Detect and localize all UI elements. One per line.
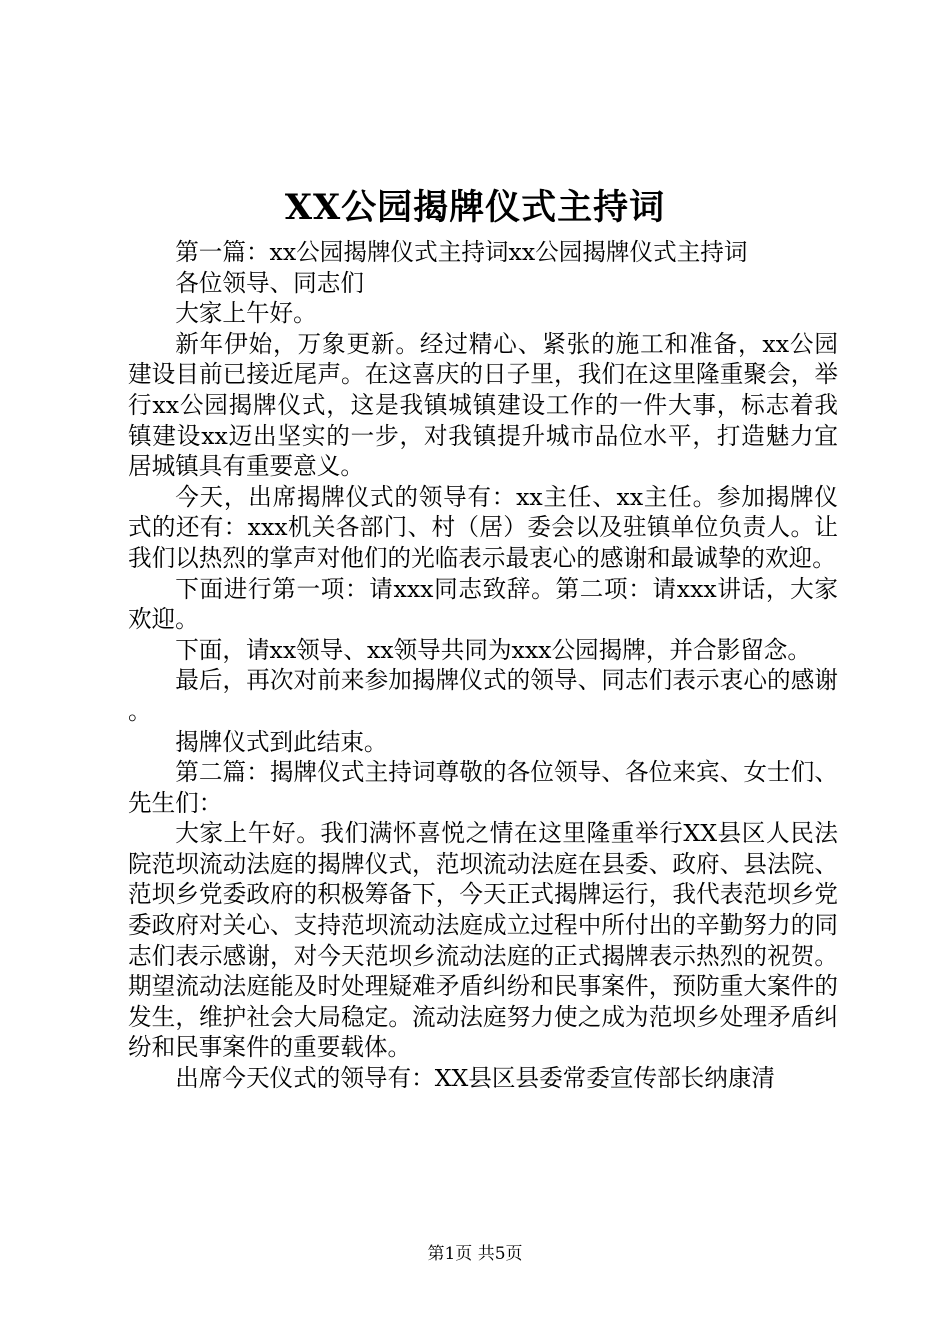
paragraph: 最后，再次对前来参加揭牌仪式的领导、同志们表示衷心的感谢。 — [128, 666, 838, 725]
paragraph: 各位领导、同志们 — [175, 268, 364, 297]
paragraph: 出席今天仪式的领导有：XX县区县委常委宣传部长纳康清 — [175, 1064, 776, 1093]
paragraph: 第二篇：揭牌仪式主持词尊敬的各位领导、各位来宾、女士们、先生们： — [128, 758, 838, 817]
paragraph: 揭牌仪式到此结束。 — [175, 727, 388, 756]
document-title: XX公园揭牌仪式主持词 — [284, 187, 666, 228]
paragraph: 今天，出席揭牌仪式的领导有：xx主任、xx主任。参加揭牌仪式的还有：xxx机关各部门、村（居）委会以及驻镇单位负责人。让我们以热烈的掌声对他们的光临表示最衷心的感谢和最诚挚的欢迎。 — [128, 482, 838, 572]
paragraph: 第一篇：xx公园揭牌仪式主持词xx公园揭牌仪式主持词 — [175, 238, 748, 266]
paragraph: 大家上午好。我们满怀喜悦之情在这里隆重举行XX县区人民法院范坝流动法庭的揭牌仪式，范坝流动法庭在县委、政府、县法院、范坝乡党委政府的积极筹备下，今天正式揭牌运行，我代表范坝乡党委政府对关心、支持范坝流动法庭成立过程中所付出的辛勤努力的同志们表示感谢，对今天范坝乡流动法庭的正式揭牌表示热烈的祝贺。期望流动法庭能及时处理疑难矛盾纠纷和民事案件，预防重大案件的发生，维护社会大局稳定。流动法庭努力使之成为范坝乡处理矛盾纠纷和民事案件的重要载体。 — [128, 819, 838, 1062]
paragraph: 新年伊始，万象更新。经过精心、紧张的施工和准备，xx公园建设目前已接近尾声。在这喜庆的日子里，我们在这里隆重聚会，举行xx公园揭牌仪式，这是我镇城镇建设工作的一件大事，标志着我镇建设xx迈出坚实的一步，对我镇提升城市品位水平，打造魅力宜居城镇具有重要意义。 — [128, 329, 838, 481]
paragraph: 下面进行第一项：请xxx同志致辞。第二项：请xxx讲话，大家欢迎。 — [128, 574, 838, 634]
paragraph: 下面，请xx领导、xx领导共同为xxx公园揭牌，并合影留念。 — [175, 635, 811, 664]
page-number: 第1页 共5页 — [427, 1244, 523, 1264]
paragraph: 大家上午好。 — [175, 299, 317, 328]
document-body — [128, 237, 838, 1094]
